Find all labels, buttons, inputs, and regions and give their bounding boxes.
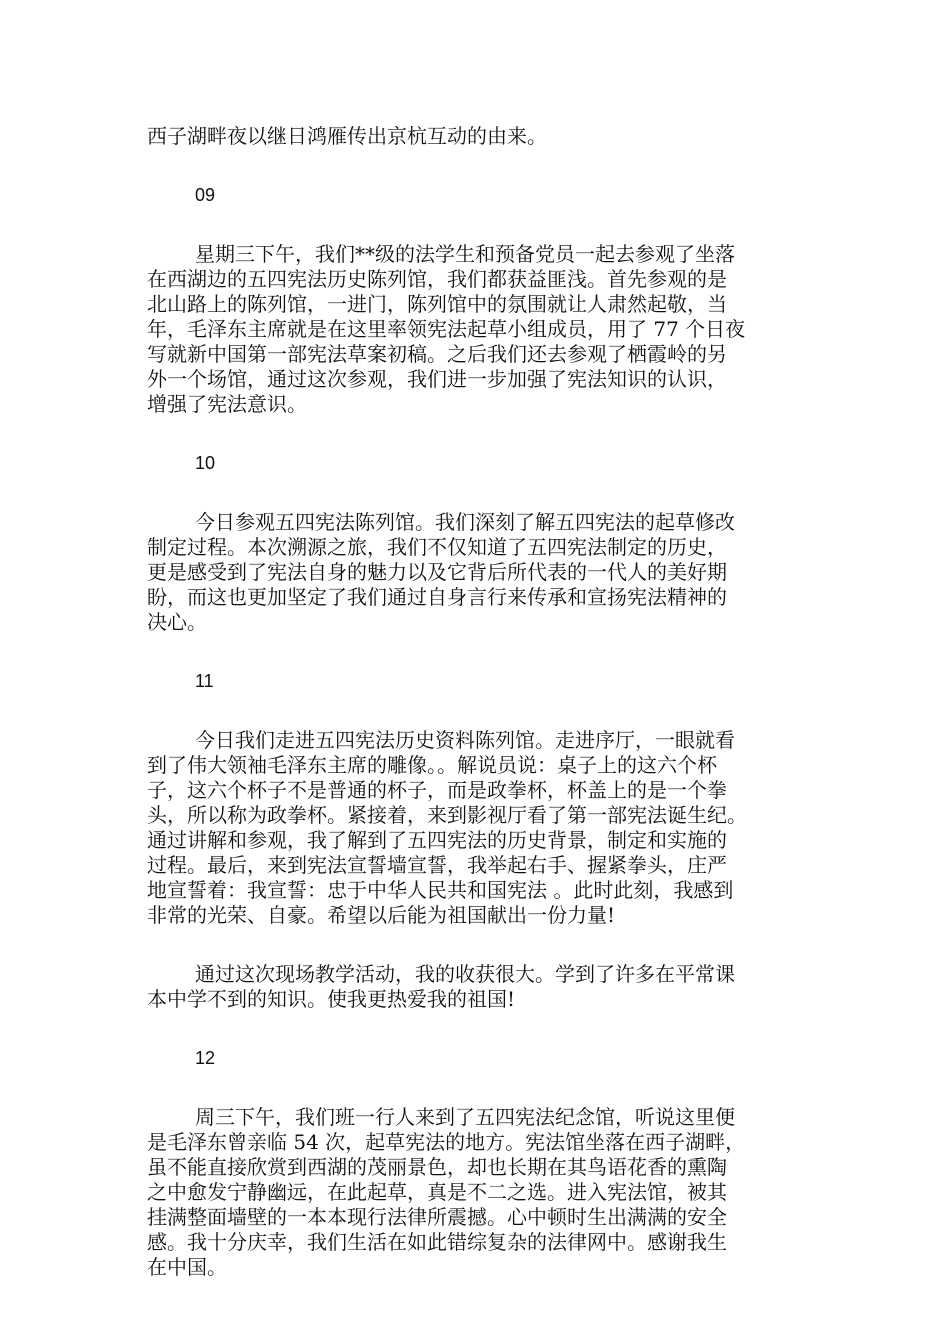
section-number-12: 12 xyxy=(195,1048,216,1068)
section-number-11: 11 xyxy=(195,671,214,691)
paragraph-intro: 西子湖畔夜以继日鸿雁传出京杭互动的由来。 xyxy=(147,124,547,148)
section-number-10: 10 xyxy=(195,453,216,473)
paragraph-11-reflection: 通过这次现场教学活动，我的收获很大。学到了许多在平常课 本中学不到的知识。使我更热爱我的祖国! xyxy=(147,962,735,1011)
paragraph-09: 星期三下午，我们**级的法学生和预备党员一起去参观了坐落 在西湖边的五四宪法历史陈列馆，我们都获益匪浅。首先参观的是 北山路上的陈列馆，一进门，陈列馆中的氛围就让人肃然起敬，当 年，毛泽东主席就是在这里率领宪法起草小组成员，用了 77 个日夜 写就新中国第一部宪法草案初稿。之后我们还去参观了栖霞岭的另 外一个场馆，通过这次参观，我们进一步加强了宪法知识的认识， 增强了宪法意识。 xyxy=(147,242,746,416)
document-body xyxy=(147,124,817,1280)
paragraph-12: 周三下午，我们班一行人来到了五四宪法纪念馆，听说这里便 是毛泽东曾亲临 54 次，起草宪法的地方。宪法馆坐落在西子湖畔， 虽不能直接欣赏到西湖的茂丽景色，却也长期在其鸟语花香的熏陶 之中愈发宁静幽远，在此起草，真是不二之选。进入宪法馆，被其 挂满整面墙壁的一本本现行法律所震撼。心中顿时生出满满的安全 感。我十分庆幸，我们生活在如此错综复杂的法律网中。感谢我生 在中国。 xyxy=(147,1105,746,1279)
section-number-09: 09 xyxy=(195,185,216,205)
paragraph-11: 今日我们走进五四宪法历史资料陈列馆。走进序厅，一眼就看 到了伟大领袖毛泽东主席的雕像。。解说员说：桌子上的这六个杯 子，这六个杯子不是普通的杯子，而是政拳杯，杯盖上的是一个拳 头，所以称为政拳杯。紧接着，来到影视厅看了第一部宪法诞生纪。 通过讲解和参观，我了解到了五四宪法的历史背景，制定和实施的 过程。最后，来到宪法宣誓墙宣誓，我举起右手、握紧拳头，庄严 地宣誓着：我宣誓：忠于中华人民共和国宪法 。此时此刻，我感到 非常的光荣、自豪。希望以后能为祖国献出一份力量! xyxy=(147,728,747,927)
paragraph-10: 今日参观五四宪法陈列馆。我们深刻了解五四宪法的起草修改 制定过程。本次溯源之旅，我们不仅知道了五四宪法制定的历史， 更是感受到了宪法自身的魅力以及它背后所代表的一代人的美好期 盼，而这也更加坚定了我们通过自身言行来传承和宣扬宪法精神的 决心。 xyxy=(147,510,735,634)
